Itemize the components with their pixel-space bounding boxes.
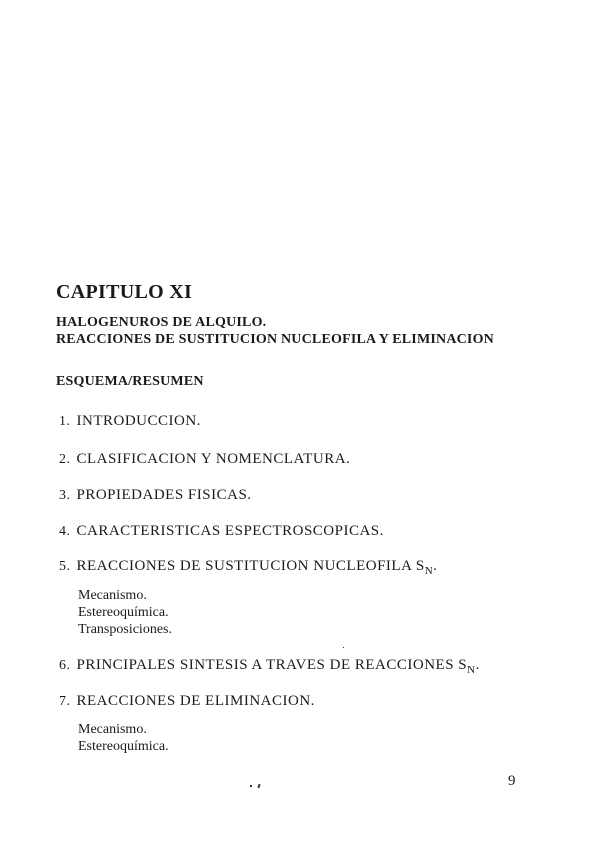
page-number: 9 [508,773,516,789]
chapter-subtitle-line-2: REACCIONES DE SUSTITUCION NUCLEOFILA Y ELIMINACION [56,332,494,347]
outline-item-number: 7. [59,694,71,709]
outline-item-text: REACCIONES DE SUSTITUCION NUCLEOFILA [76,558,416,574]
outline-item-text: PROPIEDADES FISICAS. [76,487,252,503]
outline-item-text: CARACTERISTICAS ESPECTROSCOPICAS. [76,523,384,539]
sn-subscript: N [424,565,434,577]
outline-item-2 [59,451,350,468]
outline-item-text: PRINCIPALES SINTESIS A TRAVES DE REACCIONES [76,657,459,673]
outline-item-3 [59,487,252,504]
scan-speck [250,785,252,787]
outline-item-text: REACCIONES DE ELIMINACION. [76,693,315,709]
scan-speck [343,647,344,648]
chapter-title: CAPITULO XI [56,281,193,303]
outline-item-number: 1. [59,414,71,429]
outline-item-1 [59,413,201,430]
item-7-subitem-mechanism: Mecanismo. [78,722,147,737]
outline-item-7 [59,693,315,710]
sn-subscript: N [467,664,476,676]
scan-speck [257,784,260,788]
sn-symbol [458,657,476,676]
chapter-subtitle-line-1: HALOGENUROS DE ALQUILO. [56,315,267,330]
outline-heading: ESQUEMA/RESUMEN [56,374,204,389]
outline-item-text: CLASIFICACION Y NOMENCLATURA. [76,451,351,467]
sn-letter: S [415,558,425,574]
outline-item-4 [59,523,384,540]
outline-item-number: 2. [59,452,71,467]
outline-item-number: 3. [59,488,71,503]
outline-item-suffix: . [433,558,438,574]
outline-item-6 [59,657,480,676]
outline-item-number: 4. [59,524,71,539]
item-5-subitem-stereochemistry: Estereoquímica. [78,605,169,620]
item-7-subitem-stereochemistry: Estereoquímica. [78,739,169,754]
item-5-subitem-mechanism: Mecanismo. [78,588,147,603]
sn-letter: S [458,657,468,673]
outline-item-suffix: . [475,657,480,673]
outline-item-number: 5. [59,559,71,574]
outline-item-5 [59,558,437,577]
outline-item-number: 6. [59,658,71,673]
sn-symbol [415,558,434,577]
item-5-subitem-rearrangements: Transposiciones. [78,622,172,637]
outline-item-text: INTRODUCCION. [76,413,201,429]
